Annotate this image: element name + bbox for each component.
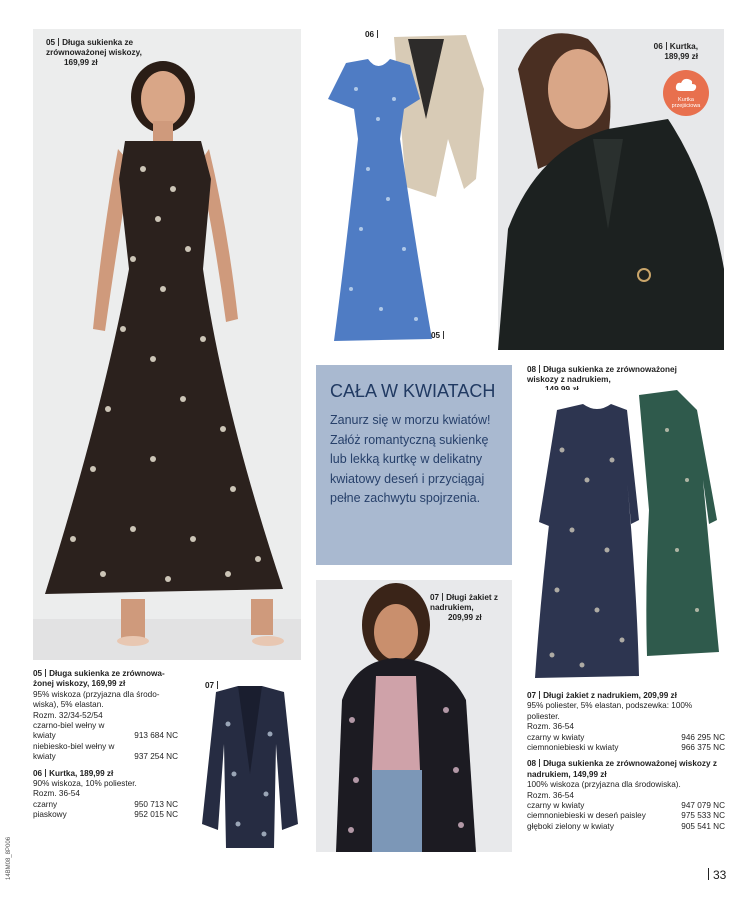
label-number: 05 bbox=[46, 38, 56, 47]
variant-code: 950 713 NC bbox=[134, 799, 178, 809]
variant-code: 937 254 NC bbox=[134, 752, 178, 762]
variant-row bbox=[527, 743, 725, 753]
label-number: 07 bbox=[430, 593, 440, 602]
promo-box bbox=[316, 365, 512, 565]
navy-jacket-illustration bbox=[198, 684, 302, 848]
variant-code: 946 295 NC bbox=[681, 732, 725, 742]
cloud-icon bbox=[675, 78, 697, 92]
variant-code: 966 375 NC bbox=[681, 743, 725, 753]
label-name: Długa sukienka ze zrównoważonej wiskozy z nadrukiem, bbox=[527, 365, 677, 384]
product-photo-jacket-07 bbox=[198, 684, 302, 848]
detail-05-sizes: Rozm. 32/34-52/54 bbox=[33, 710, 103, 720]
variant-name: ciemnoniebieski w deseń paisley bbox=[527, 811, 646, 821]
variant-code: 905 541 NC bbox=[681, 821, 725, 831]
variant-code: 952 015 NC bbox=[134, 810, 178, 820]
label-price: 189,99 zł bbox=[664, 52, 698, 61]
label-05-blue-dress bbox=[431, 331, 447, 341]
detail-05-desc: 95% wiskoza (przyjazna dla środo-wiska), 5% elastan. bbox=[33, 689, 160, 710]
label-price: 169,99 zł bbox=[64, 58, 98, 67]
details-left bbox=[33, 669, 178, 821]
details-right bbox=[527, 691, 725, 832]
label-number: 08 bbox=[527, 365, 537, 374]
variant-name: niebiesko-biel wełny w kwiaty bbox=[33, 741, 115, 762]
detail-08-title bbox=[527, 759, 725, 780]
detail-06-sizes: Rozm. 36-54 bbox=[33, 789, 80, 799]
label-name: Długi żakiet z nadrukiem, bbox=[430, 593, 498, 612]
badge-line1: Kurtka bbox=[678, 97, 694, 103]
detail-05-title bbox=[33, 669, 178, 690]
variant-row bbox=[33, 800, 178, 810]
badge-line2: przejściowa bbox=[671, 103, 701, 109]
detail-07-number: 07 bbox=[527, 691, 537, 700]
label-07-jacket bbox=[430, 593, 510, 623]
label-name: Długa sukienka ze zrównoważonej wiskozy, bbox=[46, 38, 142, 57]
paisley-dresses-illustration bbox=[527, 390, 725, 682]
label-06-jacket bbox=[644, 42, 698, 62]
variant-code: 975 533 NC bbox=[681, 811, 725, 821]
side-code: 14BM08_8P006 bbox=[6, 836, 12, 880]
detail-07-desc: 95% poliester, 5% elastan, podszewka: 100% poliester. bbox=[527, 701, 693, 721]
variant-code: 947 079 NC bbox=[681, 801, 725, 811]
variant-row bbox=[527, 811, 725, 821]
transitional-jacket-badge bbox=[663, 70, 709, 116]
label-06-jacket-sand bbox=[365, 30, 381, 40]
detail-05-title-text: Długa sukienka ze zrównowa-żonej wiskozy, 169,99 zł bbox=[33, 669, 165, 689]
label-05-dress bbox=[46, 38, 156, 68]
variant-name: ciemnoniebieski w kwiaty bbox=[527, 743, 619, 753]
detail-07-sizes: Rozm. 36-54 bbox=[527, 722, 574, 732]
variant-name: czarno-biel wełny w kwiaty bbox=[33, 721, 105, 741]
detail-06-title-text: Kurtka, 189,99 zł bbox=[49, 768, 114, 778]
label-name: Kurtka, bbox=[669, 42, 698, 51]
label-price: 209,99 zł bbox=[448, 613, 482, 622]
variant-name: głęboki zielony w kwiaty bbox=[527, 821, 614, 831]
variant-row bbox=[527, 822, 725, 832]
detail-08-desc: 100% wiskoza (przyjazna dla środowiska). bbox=[527, 780, 681, 790]
label-number: 05 bbox=[431, 331, 441, 340]
variant-name: czarny bbox=[33, 799, 58, 809]
variant-code: 913 684 NC bbox=[134, 731, 178, 741]
variant-row bbox=[33, 810, 178, 820]
page-number-text: 33 bbox=[713, 868, 727, 882]
detail-05-number: 05 bbox=[33, 669, 43, 678]
detail-07-title-text: Długi żakiet z nadrukiem, 209,99 zł bbox=[543, 691, 677, 700]
variant-row bbox=[527, 801, 725, 811]
promo-body: Zanurz się w morzu kwiatów! Załóż romantyczną sukienkę lub lekką kurtkę w delikatny kwiatowy deseń i przyciągaj pełne zachwytu spojrzenia. bbox=[330, 413, 491, 505]
detail-08-sizes: Rozm. 36-54 bbox=[527, 790, 574, 800]
detail-08-number: 08 bbox=[527, 759, 537, 769]
detail-06 bbox=[33, 769, 178, 821]
variant-row bbox=[33, 721, 178, 742]
detail-07 bbox=[527, 691, 725, 753]
variant-name: piaskowy bbox=[33, 810, 67, 820]
label-number: 07 bbox=[205, 681, 215, 690]
model-illustration bbox=[33, 29, 301, 660]
label-number: 06 bbox=[653, 42, 663, 51]
badge-text bbox=[663, 97, 709, 109]
variant-row bbox=[33, 742, 178, 763]
variant-name: czarny w kwiaty bbox=[527, 801, 585, 811]
detail-07-title bbox=[527, 691, 725, 701]
variant-name: czarny w kwiaty bbox=[527, 732, 585, 742]
product-photo-08-dresses bbox=[527, 390, 725, 682]
blue-dress-and-jacket-illustration bbox=[316, 29, 496, 346]
label-number: 06 bbox=[365, 30, 375, 39]
model-photo-dress-05 bbox=[33, 29, 301, 660]
promo-title: CAŁA W KWIATACH bbox=[330, 381, 496, 401]
detail-06-desc: 90% wiskoza, 10% poliester. bbox=[33, 779, 137, 789]
page-number bbox=[708, 868, 726, 882]
detail-06-number: 06 bbox=[33, 768, 43, 778]
detail-08-title-text: Długa sukienka ze zrównoważonej wiskozy z nadrukiem, 149,99 zł bbox=[527, 759, 717, 779]
variant-row bbox=[527, 733, 725, 743]
detail-06-title bbox=[33, 769, 178, 779]
product-photo-top-middle bbox=[316, 29, 496, 346]
detail-08 bbox=[527, 759, 725, 832]
detail-05 bbox=[33, 669, 178, 763]
